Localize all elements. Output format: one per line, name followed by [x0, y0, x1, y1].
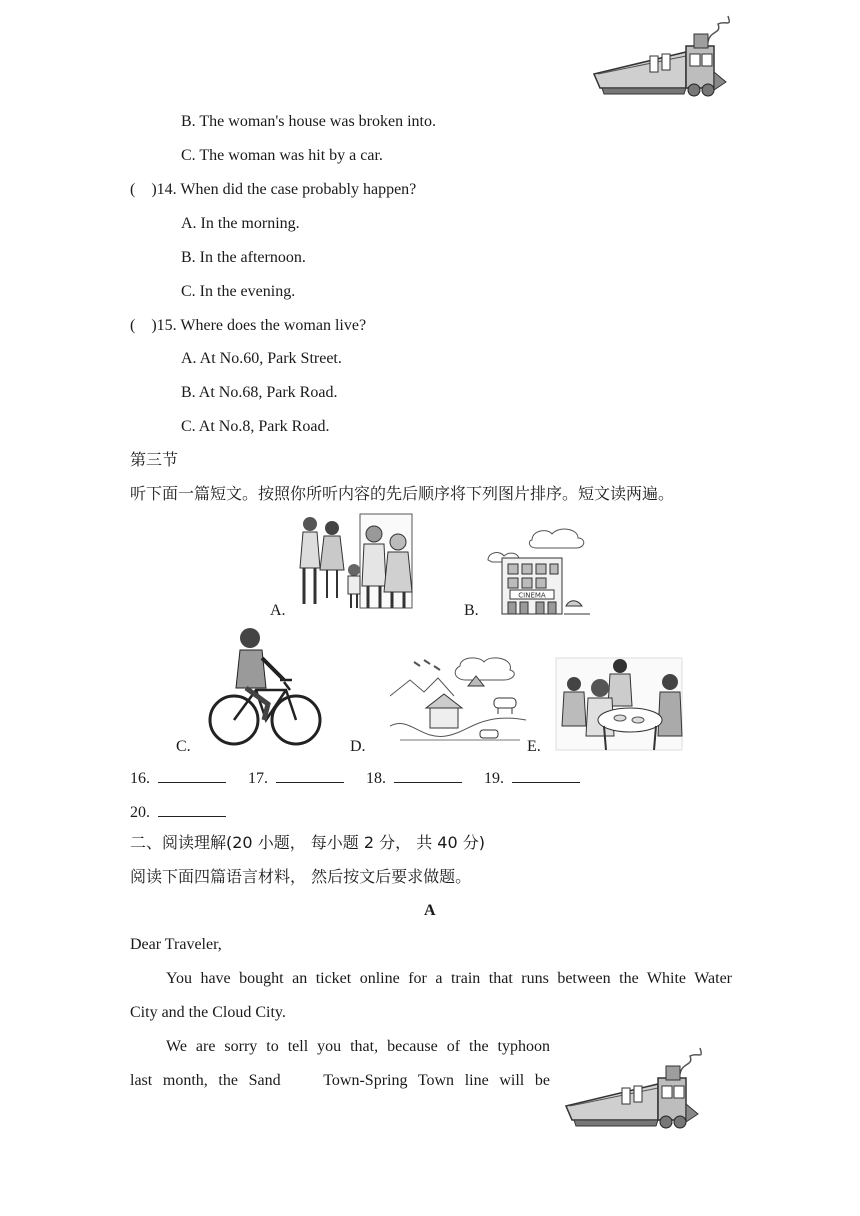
blank-19[interactable] [512, 766, 580, 783]
q14-option-b: B. In the afternoon. [181, 249, 306, 266]
picture-e-dinner [554, 656, 684, 752]
picture-a-label: A. [270, 602, 286, 619]
q13-option-b: B. The woman's house was broken into. [181, 113, 436, 130]
q15-option-a: A. At No.60, Park Street. [181, 350, 342, 367]
train-icon [590, 12, 740, 98]
blank-17[interactable] [276, 766, 344, 783]
q13-option-c: C. The woman was hit by a car. [181, 147, 383, 164]
blank-16[interactable] [158, 766, 226, 783]
q15-option-b: B. At No.68, Park Road. [181, 384, 338, 401]
part2-heading: 二、阅读理解(20 小题， 每小题 2 分， 共 40 分) [130, 833, 485, 852]
q14-stem: ( )14. When did the case probably happen? [130, 181, 417, 198]
blank-20[interactable] [158, 800, 226, 817]
picture-b-label: B. [464, 602, 479, 619]
blank-18[interactable] [394, 766, 462, 783]
picture-e-label: E. [527, 738, 541, 755]
picture-b-cinema [486, 526, 592, 618]
q14-option-a: A. In the morning. [181, 215, 300, 232]
q14-option-c: C. In the evening. [181, 283, 296, 300]
cinema-sign: CINEMA [518, 591, 546, 600]
picture-c-bicycle [206, 624, 322, 750]
letter-greeting: Dear Traveler, [130, 936, 222, 953]
q15-option-c: C. At No.8, Park Road. [181, 418, 330, 435]
picture-d-label: D. [350, 738, 366, 755]
picture-d-farm [390, 656, 526, 750]
para2-line1: We are sorry to tell you that, because of the typhoon [166, 1038, 550, 1055]
answer-blanks-row1 [130, 766, 598, 789]
part2-instruction: 阅读下面四篇语言材料， 然后按文后要求做题。 [130, 867, 472, 886]
blank-20-number: 20. [130, 804, 150, 821]
para1-line1: You have bought an ticket online for a train that runs between the White Water [166, 970, 732, 987]
q15-stem: ( )15. Where does the woman live? [130, 317, 367, 334]
para1-line2: City and the Cloud City. [130, 1004, 286, 1021]
blank-16-number: 16. [130, 770, 150, 787]
answer-blanks-row2 [130, 800, 244, 823]
picture-a-family-visit [294, 512, 424, 612]
train-illustration [562, 1044, 712, 1130]
blank-18-number: 18. [366, 770, 386, 787]
section-title: 第三节 [130, 450, 179, 469]
para2-line2: last month, the Sand Town-Spring Town line will be [130, 1072, 550, 1089]
blank-19-number: 19. [484, 770, 504, 787]
blank-17-number: 17. [248, 770, 268, 787]
passage-label: A [424, 902, 436, 919]
section-instruction: 听下面一篇短文。按照你所听内容的先后顺序将下列图片排序。短文读两遍。 [130, 484, 675, 503]
picture-c-label: C. [176, 738, 191, 755]
